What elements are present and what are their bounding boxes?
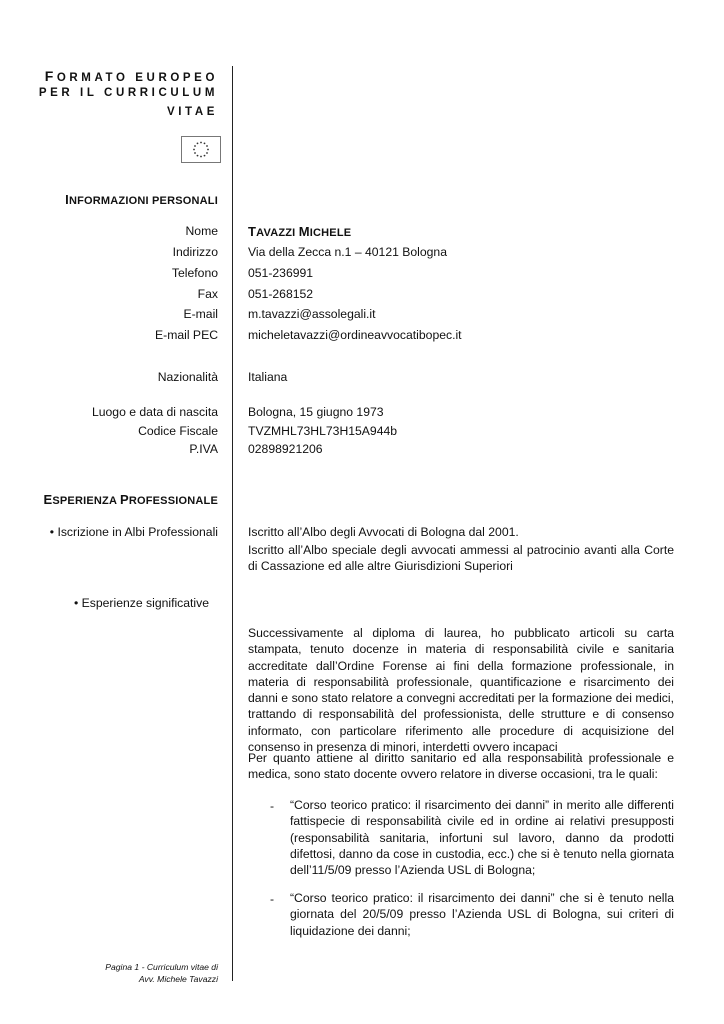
email-label: E-mail [183, 307, 218, 321]
footer-line2: Avv. Michele Tavazzi [138, 974, 218, 984]
list-item: “Corso teorico pratico: il risarcimento dei danni” in merito alle differenti fattispecie di responsabilità civile ed in ordine ai relativi presupposti (responsabilità sanitaria, infortuni sul lavoro, danno da prodotti difettosi, danno da cose in custodia, ecc.) che si è tenuto nella giornata dell’11/5/09 presso l’Azienda USL di Bologna; [290, 798, 674, 878]
albi-line2: Iscritto all’Albo speciale degli avvocati ammessi al patrocinio avanti alla Corte di Cassazione ed alle altre Giurisdizioni Superiori [248, 543, 674, 574]
email-value[interactable]: m.tavazzi@assolegali.it [248, 307, 376, 321]
fax-label: Fax [197, 287, 218, 301]
name-value: TAVAZZI MICHELE [248, 224, 352, 239]
phone-value: 051-236991 [248, 266, 314, 280]
name-label: Nome [185, 224, 218, 238]
birth-label: Luogo e data di nascita [91, 405, 218, 419]
nationality-label: Nazionalità [157, 370, 218, 384]
birth-value: Bologna, 15 giugno 1973 [248, 405, 384, 419]
tax-code-label: Codice Fiscale [138, 424, 218, 438]
footer-line1: Pagina 1 - Curriculum vitae di [105, 962, 218, 972]
column-divider [232, 66, 233, 981]
pec-value[interactable]: micheletavazzi@ordineavvocatibopec.it [248, 328, 462, 342]
paragraph-1: Successivamente al diploma di laurea, ho pubblicato articoli su carta stampata, tenuto docenze in materia di responsabilità civile e sanitaria accreditate dall’Ordine Forense ai fini della formazione professionale, in materia di responsabilità professionale, quantificazione e risarcimento dei danni e sono stato relatore a convegni accreditati per la formazione dei medici, trattando di responsabilità del professionista, delle strutture e di consenso informato, con particolare riferimento alle procedure di acquisizione del consenso in presenza di minori, interdetti ovvero incapaci [248, 626, 674, 755]
phone-label: Telefono [171, 266, 218, 280]
header-title-line3: VITAE [166, 106, 218, 118]
list-item-dash: - [270, 799, 275, 813]
list-item: “Corso teorico pratico: il risarcimento dei danni” che si è tenuto nella giornata del 20/5/09 presso l’Azienda USL di Bologna, sui criteri di liquidazione dei danni; [290, 891, 674, 938]
fax-value: 051-268152 [248, 287, 314, 301]
paragraph-2: Per quanto attiene al diritto sanitario ed alla responsabilità professionale e medica, sono stato docente ovvero relatore in diverse occasioni, tra le quali: [248, 751, 674, 782]
tax-code-value: TVZMHL73HL73H15A944b [248, 424, 398, 438]
section-title-personal: INFORMAZIONI PERSONALI [65, 192, 218, 207]
header-title-line1: FORMATO EUROPEO [44, 68, 218, 84]
list-item-dash: - [270, 892, 275, 906]
address-label: Indirizzo [172, 245, 218, 259]
header-title-line2: PER IL CURRICULUM [38, 87, 218, 99]
vat-label: P.IVA [189, 442, 218, 456]
albi-line1: Iscritto all’Albo degli Avvocati di Bologna dal 2001. [248, 525, 519, 539]
nationality-value: Italiana [248, 370, 288, 384]
eu-flag-icon [181, 136, 221, 163]
vat-value: 02898921206 [248, 442, 323, 456]
section-title-experience: ESPERIENZA PROFESSIONALE [43, 492, 218, 507]
pec-label: E-mail PEC [155, 328, 218, 342]
albi-label: • Iscrizione in Albi Professionali [49, 525, 218, 539]
address-value: Via della Zecca n.1 – 40121 Bologna [248, 245, 447, 259]
esperienze-label: • Esperienze significative [74, 596, 210, 610]
